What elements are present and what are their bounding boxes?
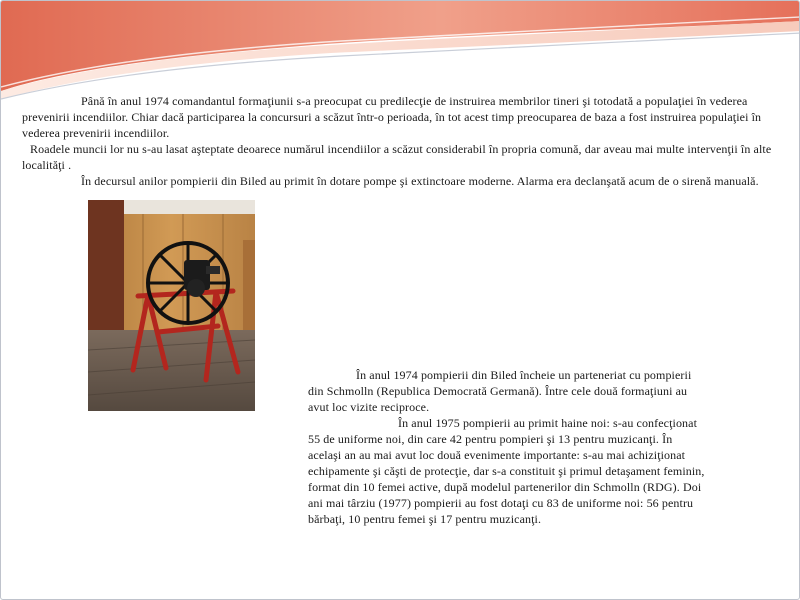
- hand-pump-wheel-icon: [88, 200, 255, 411]
- paragraph-intro: Până în anul 1974 comandantul formaţiunii s-a preocupat cu predilecţie de instruirea membrilor tineri şi totodată a populaţiei în vederea prevenirii incendiilor. Chiar dacă participarea la concursuri a scăzut într-o perioada, în tot acest timp preocuparea de baza a fost instruirea populaţiei în vederea prevenirii incendiilor.: [22, 94, 762, 140]
- fire-pump-photo: [88, 200, 255, 411]
- paragraph-equipment: În decursul anilor pompierii din Biled au primit în dotare pompe şi extinctoare moderne. Alarma era declanşată acum de o sirenă manuală.: [81, 174, 759, 188]
- paragraph-results: Roadele muncii lor nu s-au lasat aşteptate deoarece numărul incendiilor a scăzut considerabil în propria comună, dar aveau mai multe intervenţii în alte localităţi .: [22, 142, 772, 172]
- paragraph-uniforms: În anul 1975 pompierii au primit haine noi: s-au confecţionat 55 de uniforme noi, din care 42 pentru pompieri şi 13 pentru muzicanţi. În acelaşi an au mai avut loc două evenimente importante: s-au mai achiziţionat echipamente şi căşti de protecţie, dar s-a constituit şi primul detaşament feminin, format din 10 femei active, după modelul partenerilor din Schmolln (RDG). Doi ani mai târziu (1977) pompierii au fost dotaţi cu 83 de uniforme noi: 56 pentru bărbaţi, 10 pentru femei şi 17 pentru muzicanţi.: [308, 416, 705, 526]
- paragraph-partnership: În anul 1974 pompierii din Biled încheie un parteneriat cu pompierii din Schmolln (Republica Democrată Germană). Între cele două formaţiuni au avut loc vizite reciproce.: [308, 368, 692, 414]
